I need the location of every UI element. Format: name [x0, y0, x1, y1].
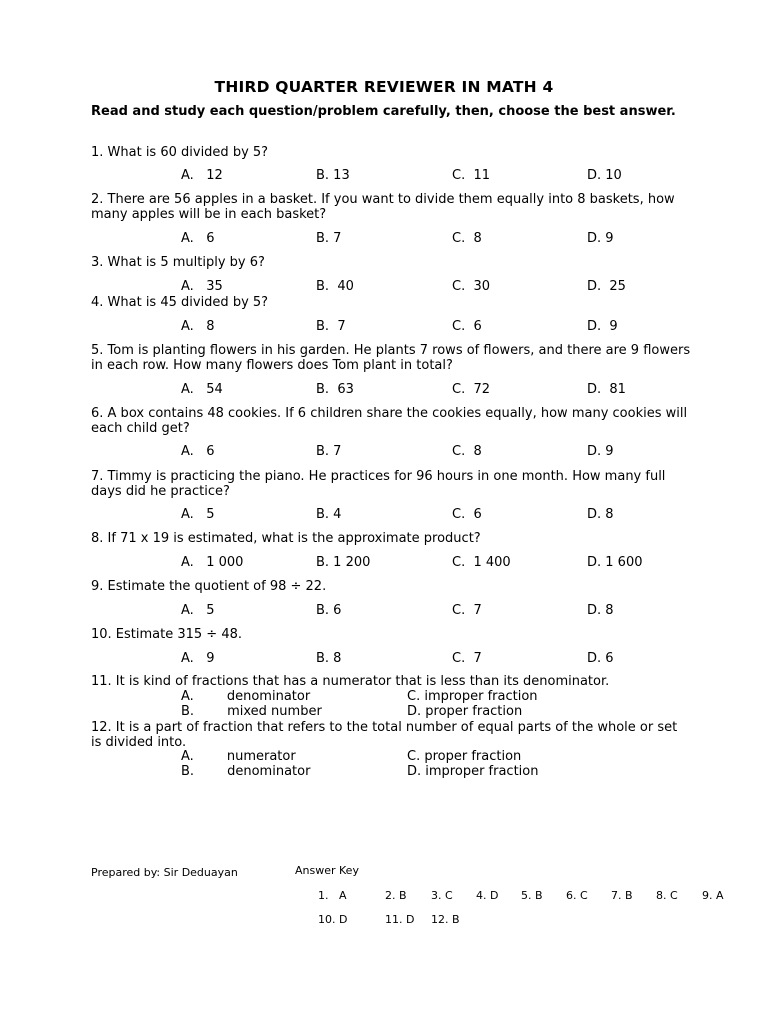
q4-option-d: D. 9 — [587, 319, 618, 334]
question-9: 9. Estimate the quotient of 98 ÷ 22. — [91, 579, 327, 594]
answer-key-1: 1. A — [318, 889, 347, 902]
q7-option-c: C. 6 — [452, 507, 482, 522]
question-8: 8. If 71 x 19 is estimated, what is the approximate product? — [91, 531, 481, 546]
q12-option-d: D. improper fraction — [407, 764, 539, 779]
q2-option-d: D. 9 — [587, 231, 614, 246]
q1-option-c: C. 11 — [452, 168, 491, 183]
answer-key-7: 7. B — [611, 889, 633, 902]
q2-option-b: B. 7 — [316, 231, 342, 246]
answer-key-9: 9. A — [702, 889, 724, 902]
q7-option-d: D. 8 — [587, 507, 614, 522]
q5-option-c: C. 72 — [452, 382, 491, 397]
q4-option-b: B. 7 — [316, 319, 346, 334]
q2-option-c: C. 8 — [452, 231, 482, 246]
question-6: 6. A box contains 48 cookies. If 6 children share the cookies equally, how many cookies will each child get? — [91, 406, 688, 436]
q10-option-b: B. 8 — [316, 651, 342, 666]
question-1: 1. What is 60 divided by 5? — [91, 145, 269, 160]
q11-option-d: D. proper fraction — [407, 704, 523, 719]
question-7: 7. Timmy is practicing the piano. He practices for 96 hours in one month. How many full days did he practice? — [91, 469, 666, 499]
q11-option-b: B. mixed number — [181, 704, 322, 719]
question-12: 12. It is a part of fraction that refers to the total number of equal parts of the whole or set is divided into. — [91, 720, 678, 750]
prepared-by: Prepared by: Sir Deduayan — [91, 866, 238, 879]
q7-option-b: B. 4 — [316, 507, 342, 522]
q5-option-a: A. 54 — [181, 382, 223, 397]
q12-option-b: B. denominator — [181, 764, 311, 779]
q8-option-d: D. 1 600 — [587, 555, 643, 570]
answer-key-4: 4. D — [476, 889, 499, 902]
q6-option-d: D. 9 — [587, 444, 614, 459]
question-3: 3. What is 5 multiply by 6? — [91, 255, 265, 270]
answer-key-2: 2. B — [385, 889, 407, 902]
answer-key-5: 5. B — [521, 889, 543, 902]
answer-key-8: 8. C — [656, 889, 678, 902]
q7-option-a: A. 5 — [181, 507, 215, 522]
q1-option-d: D. 10 — [587, 168, 622, 183]
q9-option-c: C. 7 — [452, 603, 482, 618]
q5-option-b: B. 63 — [316, 382, 354, 397]
q8-option-c: C. 1 400 — [452, 555, 511, 570]
question-2: 2. There are 56 apples in a basket. If you want to divide them equally into 8 baskets, how many apples will be in each basket? — [91, 192, 675, 222]
q3-option-b: B. 40 — [316, 279, 354, 294]
answer-key-6: 6. C — [566, 889, 588, 902]
q8-option-b: B. 1 200 — [316, 555, 371, 570]
q12-option-a: A. numerator — [181, 749, 296, 764]
q1-option-a: A. 12 — [181, 168, 223, 183]
q10-option-c: C. 7 — [452, 651, 482, 666]
q8-option-a: A. 1 000 — [181, 555, 244, 570]
q12-option-c: C. proper fraction — [407, 749, 522, 764]
q6-option-b: B. 7 — [316, 444, 342, 459]
answer-key-title: Answer Key — [295, 864, 359, 877]
q11-option-c: C. improper fraction — [407, 689, 538, 704]
instructions: Read and study each question/problem carefully, then, choose the best answer. — [91, 104, 676, 119]
q6-option-c: C. 8 — [452, 444, 482, 459]
answer-key-11: 11. D — [385, 913, 415, 926]
q6-option-a: A. 6 — [181, 444, 215, 459]
question-5: 5. Tom is planting flowers in his garden. He plants 7 rows of flowers, and there are 9 flowers in each row. How many flowers does Tom plant in total? — [91, 343, 691, 373]
q10-option-d: D. 6 — [587, 651, 614, 666]
q9-option-d: D. 8 — [587, 603, 614, 618]
question-11: 11. It is kind of fractions that has a numerator that is less than its denominator. — [91, 674, 610, 689]
q11-option-a: A. denominator — [181, 689, 311, 704]
q3-option-c: C. 30 — [452, 279, 491, 294]
question-10: 10. Estimate 315 ÷ 48. — [91, 627, 243, 642]
page-title: THIRD QUARTER REVIEWER IN MATH 4 — [214, 78, 554, 96]
q5-option-d: D. 81 — [587, 382, 626, 397]
q2-option-a: A. 6 — [181, 231, 215, 246]
answer-key-3: 3. C — [431, 889, 453, 902]
q10-option-a: A. 9 — [181, 651, 215, 666]
answer-key-12: 12. B — [431, 913, 460, 926]
q9-option-b: B. 6 — [316, 603, 342, 618]
question-4: 4. What is 45 divided by 5? — [91, 295, 269, 310]
q4-option-c: C. 6 — [452, 319, 482, 334]
q9-option-a: A. 5 — [181, 603, 215, 618]
q1-option-b: B. 13 — [316, 168, 350, 183]
q3-option-a: A. 35 — [181, 279, 223, 294]
q4-option-a: A. 8 — [181, 319, 215, 334]
answer-key-10: 10. D — [318, 913, 348, 926]
q3-option-d: D. 25 — [587, 279, 626, 294]
